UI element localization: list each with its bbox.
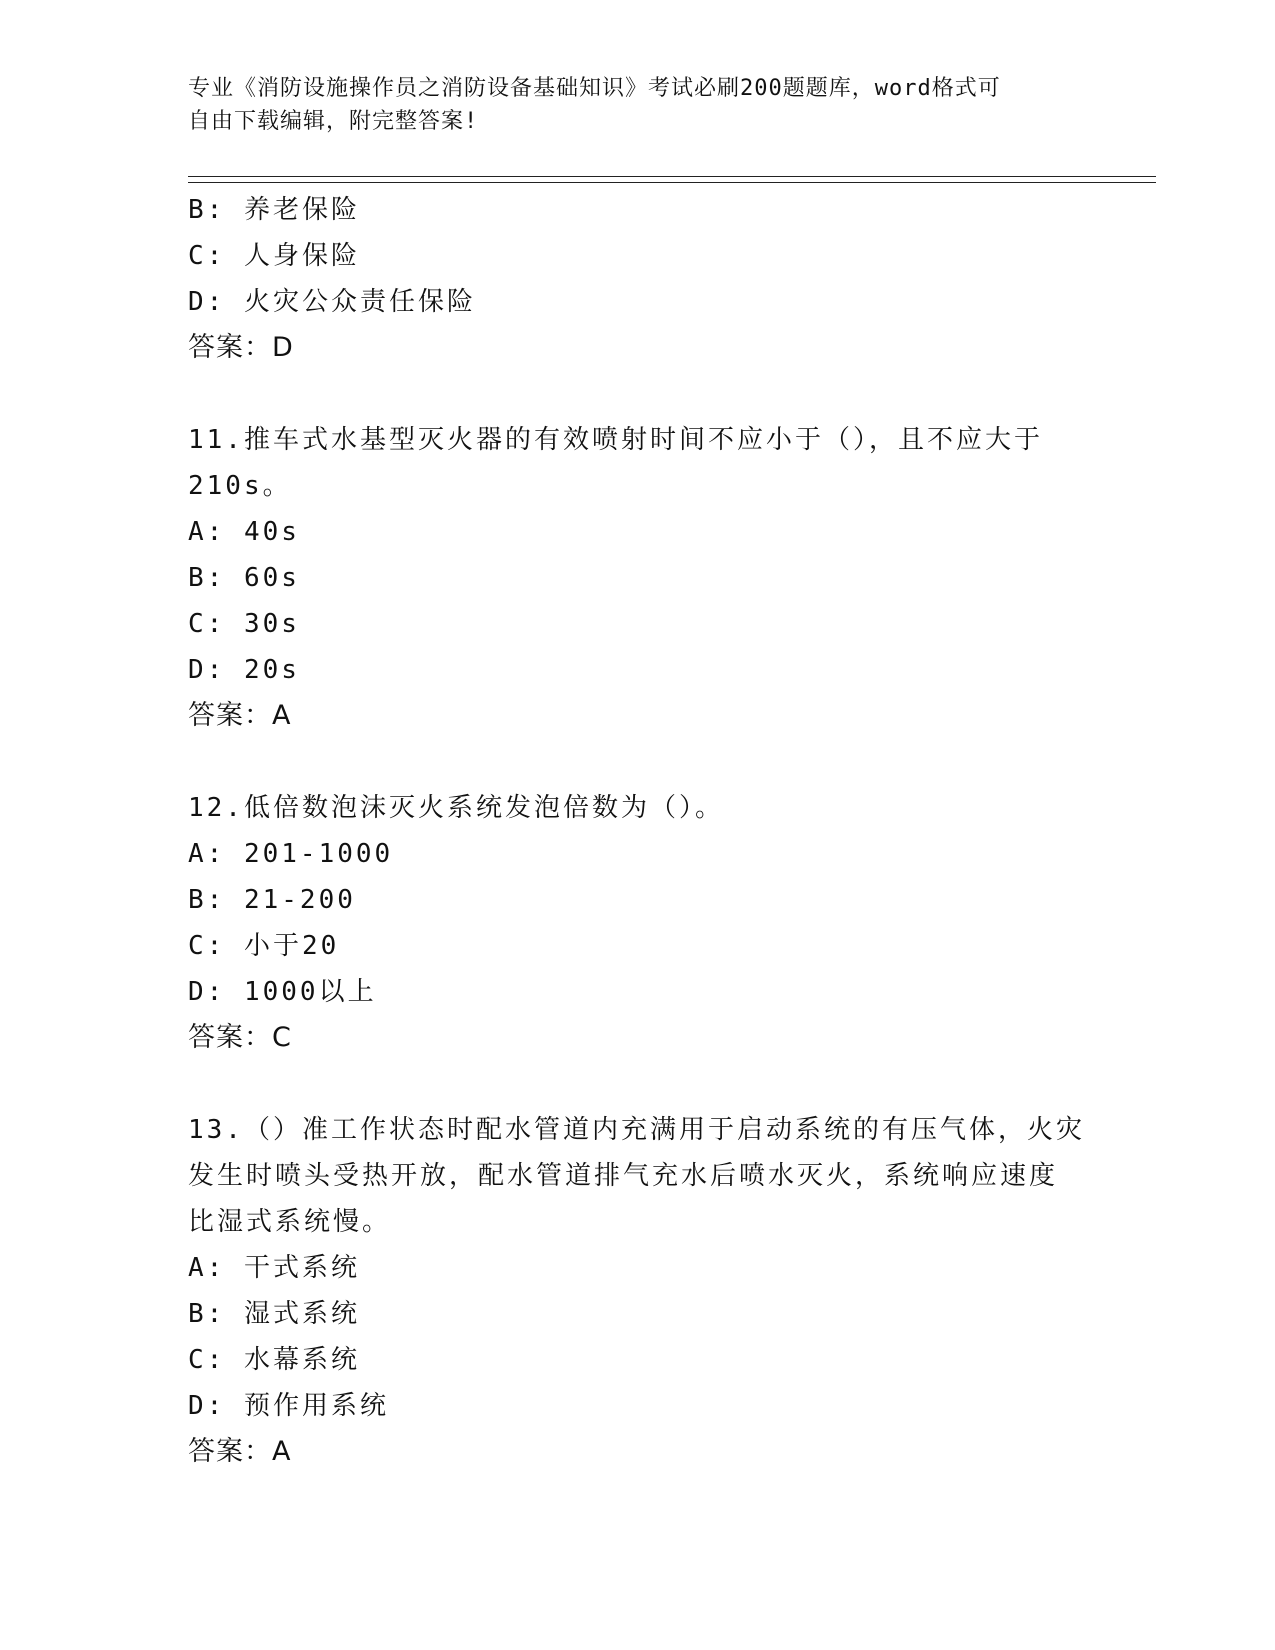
option-c: C: 小于20	[188, 931, 340, 961]
option-c: C: 30s	[188, 609, 300, 639]
option-c: C: 水幕系统	[188, 1345, 360, 1375]
option-c: C: 人身保险	[188, 241, 360, 271]
option-b: B: 湿式系统	[188, 1299, 360, 1329]
question-text-line: 比湿式系统慢。	[188, 1207, 392, 1237]
continued-question	[188, 187, 1088, 371]
answer-line: 答案：A	[188, 700, 292, 731]
question-11	[188, 417, 1088, 739]
question-text-line: 13.（）准工作状态时配水管道内充满用于启动系统的有压气体，火灾	[188, 1115, 1085, 1145]
option-a: A: 40s	[188, 517, 300, 547]
question-13	[188, 1107, 1088, 1475]
answer-line: 答案：A	[188, 1436, 292, 1467]
answer-line: 答案：C	[188, 1022, 292, 1053]
question-text-line: 发生时喷头受热开放，配水管道排气充水后喷水灭火，系统响应速度	[188, 1161, 1059, 1191]
header-line-2: 自由下载编辑，附完整答案!	[188, 109, 479, 134]
question-text-line: 210s。	[188, 471, 292, 501]
document-header	[188, 72, 1068, 138]
option-d: D: 预作用系统	[188, 1391, 389, 1421]
option-b: B: 养老保险	[188, 195, 360, 225]
question-text-line: 12.低倍数泡沫灭火系统发泡倍数为（）。	[188, 793, 724, 823]
question-content	[188, 187, 1088, 1475]
option-b: B: 21-200	[188, 885, 356, 915]
option-d: D: 火灾公众责任保险	[188, 287, 476, 317]
option-d: D: 20s	[188, 655, 300, 685]
option-a: A: 干式系统	[188, 1253, 360, 1283]
header-divider-bottom	[188, 182, 1156, 183]
answer-line: 答案：D	[188, 332, 294, 363]
question-12	[188, 785, 1088, 1061]
option-d: D: 1000以上	[188, 977, 377, 1007]
option-b: B: 60s	[188, 563, 300, 593]
question-text-line: 11.推车式水基型灭火器的有效喷射时间不应小于（），且不应大于	[188, 425, 1043, 455]
option-a: A: 201-1000	[188, 839, 394, 869]
header-line-1: 专业《消防设施操作员之消防设备基础知识》考试必刷200题题库，word格式可	[188, 76, 1001, 101]
header-divider-top	[188, 176, 1156, 177]
